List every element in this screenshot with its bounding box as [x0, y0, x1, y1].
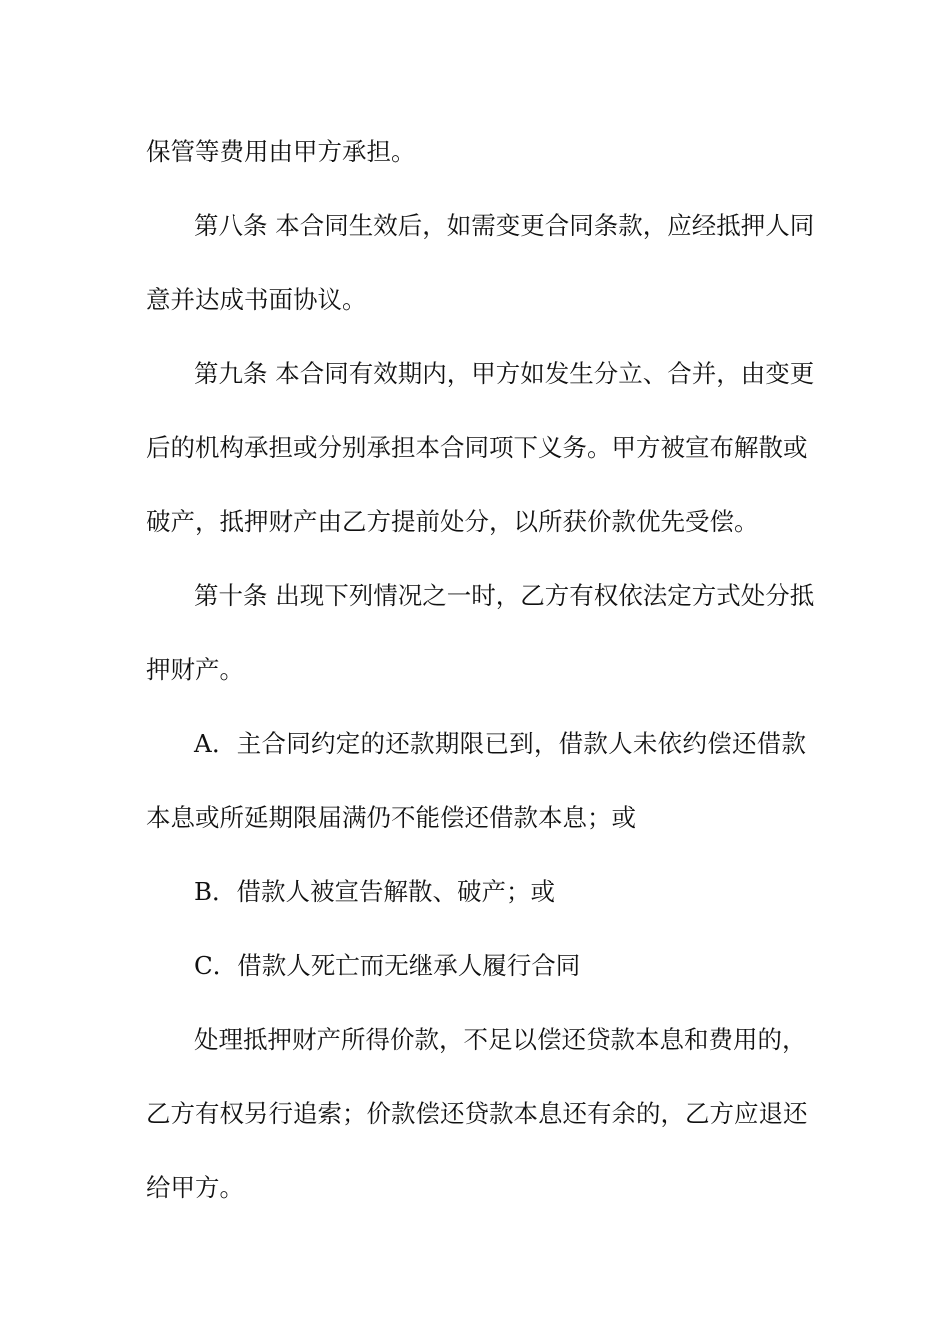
item-c-line: C．借款人死亡而无继承人履行合同	[194, 951, 581, 980]
proceeds-line-2: 乙方有权另行追索；价款偿还贷款本息还有余的，乙方应退还	[146, 1099, 808, 1128]
clause-8-line-2: 意并达成书面协议。	[146, 285, 367, 314]
clause-8-line-1: 第八条 本合同生效后，如需变更合同条款，应经抵押人同	[194, 211, 815, 240]
item-b-line: B．借款人被宣告解散、破产；或	[194, 877, 556, 906]
clause-10-line-1: 第十条 出现下列情况之一时，乙方有权依法定方式处分抵	[194, 581, 815, 610]
text-line: 保管等费用由甲方承担。	[146, 137, 416, 166]
proceeds-line-3: 给甲方。	[146, 1173, 244, 1202]
clause-9-line-2: 后的机构承担或分别承担本合同项下义务。甲方被宣布解散或	[146, 433, 808, 462]
item-a-line-2: 本息或所延期限届满仍不能偿还借款本息；或	[146, 803, 636, 832]
proceeds-line-1: 处理抵押财产所得价款，不足以偿还贷款本息和费用的，	[194, 1025, 807, 1054]
clause-9-line-3: 破产，抵押财产由乙方提前处分，以所获价款优先受偿。	[146, 507, 759, 536]
clause-9-line-1: 第九条 本合同有效期内，甲方如发生分立、合并，由变更	[194, 359, 815, 388]
clause-10-line-2: 押财产。	[146, 655, 244, 684]
item-a-line-1: A．主合同约定的还款期限已到，借款人未依约偿还借款	[194, 729, 806, 758]
